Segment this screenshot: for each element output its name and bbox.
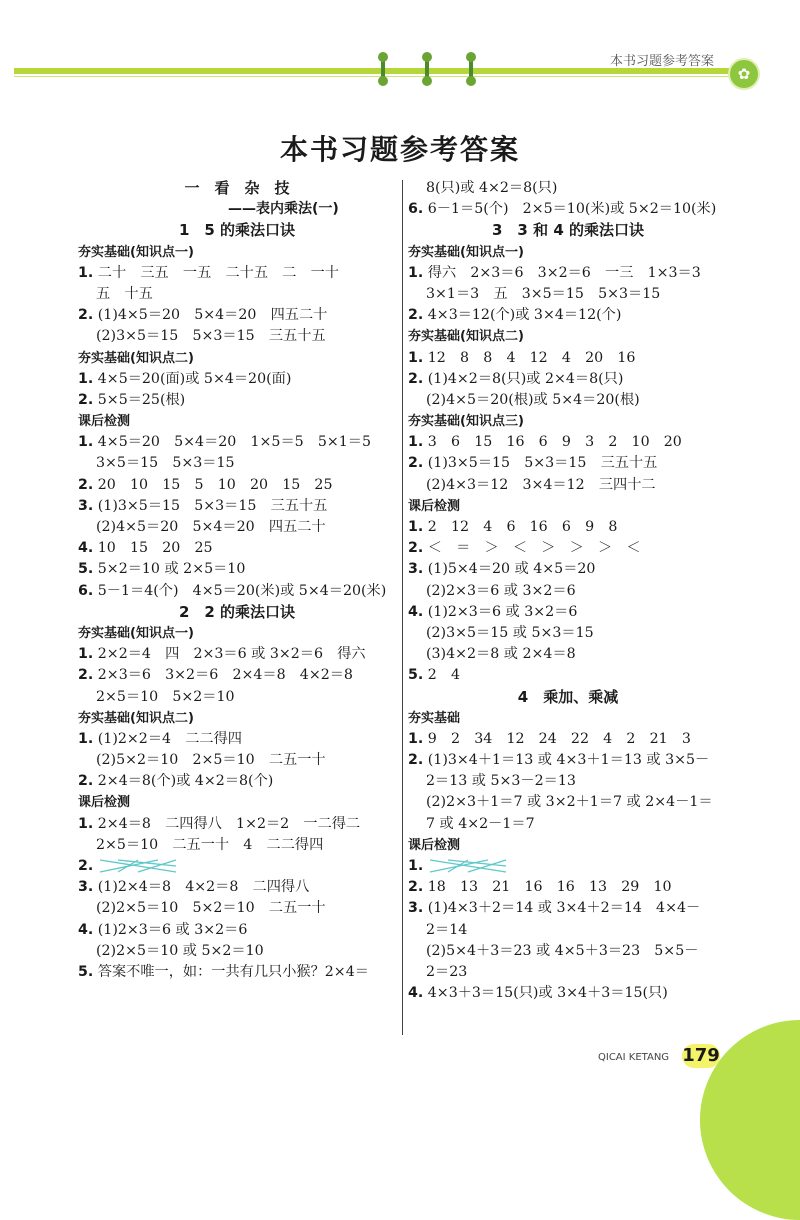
answer-text: 2 12 4 6 16 6 9 8 bbox=[423, 519, 618, 535]
answer-text: (1)5×4＝20 或 4×5＝20 bbox=[423, 561, 596, 578]
exercise-group-label: 课后检测 bbox=[78, 795, 131, 811]
answer-text: 5×5＝25(根) bbox=[93, 391, 186, 408]
answer-item bbox=[408, 750, 728, 771]
page-title: 本书习题参考答案 bbox=[279, 133, 520, 166]
item-number: 5. bbox=[408, 667, 424, 684]
item-number: 1. bbox=[78, 434, 94, 451]
answer-item bbox=[78, 877, 396, 898]
item-number: 2. bbox=[408, 879, 424, 896]
answer-item bbox=[78, 559, 396, 580]
item-number: 2. bbox=[408, 752, 424, 769]
answer-text: (1)3×5＝15 5×3＝15 三五十五 bbox=[93, 497, 328, 514]
answer-continuation: (3)4×2＝8 或 2×4＝8 bbox=[426, 646, 576, 663]
section-heading: 4 乘加、乘减 bbox=[517, 687, 619, 706]
answer-continuation: 2＝14 bbox=[426, 921, 468, 938]
footer-brand: QICAI KETANG bbox=[598, 1052, 670, 1063]
item-number: 3. bbox=[408, 561, 424, 578]
item-number: 1. bbox=[408, 858, 424, 874]
exercise-group-label: 夯实基础(知识点一) bbox=[78, 244, 194, 260]
item-number: 4. bbox=[78, 540, 94, 557]
page-number: 179 bbox=[682, 1045, 720, 1066]
answer-continuation: (2)4×3＝12 3×4＝12 三四十二 bbox=[426, 476, 656, 493]
answer-text: 4×5＝20(面)或 5×4＝20(面) bbox=[93, 370, 292, 387]
answer-continuation: 2＝13 或 5×3－2＝13 bbox=[426, 773, 576, 790]
answer-item bbox=[408, 453, 728, 474]
item-number: 4. bbox=[408, 603, 424, 620]
binder-pin-icon bbox=[381, 54, 385, 84]
left-column bbox=[78, 178, 396, 983]
answer-item bbox=[78, 263, 396, 284]
answer-text: 二十 三五 一五 二十五 二 一十 bbox=[93, 264, 339, 281]
answer-item bbox=[78, 475, 396, 496]
item-number: 2. bbox=[408, 370, 424, 387]
item-number: 1. bbox=[408, 519, 424, 535]
answer-item bbox=[408, 517, 728, 538]
exercise-group-label: 夯实基础(知识点二) bbox=[78, 710, 194, 726]
answer-item bbox=[78, 814, 396, 835]
flower-logo-icon: ✿ bbox=[728, 58, 760, 90]
exercise-group-label: 夯实基础(知识点一) bbox=[408, 244, 524, 260]
running-header: 本书习题参考答案 bbox=[610, 54, 715, 69]
item-number: 1. bbox=[408, 730, 424, 747]
answer-continuation: (2)4×5＝20 5×4＝20 四五二十 bbox=[96, 519, 326, 535]
item-number: 2. bbox=[78, 773, 94, 790]
answer-text: (1)3×4＋1＝13 或 4×3＋1＝13 或 3×5－ bbox=[423, 752, 710, 769]
answer-text: (1)3×5＝15 5×3＝15 三五十五 bbox=[423, 455, 658, 472]
item-number: 1. bbox=[78, 646, 94, 663]
section-heading: 3 3 和 4 的乘法口诀 bbox=[492, 221, 644, 240]
answer-text: 3 6 15 16 6 9 3 2 10 20 bbox=[423, 434, 682, 451]
exercise-group-label: 夯实基础 bbox=[408, 710, 461, 726]
answer-item bbox=[408, 983, 728, 1004]
answer-continuation: 8(只)或 4×2＝8(只) bbox=[426, 180, 558, 196]
answer-item bbox=[408, 348, 728, 369]
item-number: 2. bbox=[408, 455, 424, 472]
exercise-group-label: 夯实基础(知识点二) bbox=[78, 350, 194, 366]
matching-lines-figure bbox=[428, 856, 508, 876]
exercise-group-label: 夯实基础(知识点二) bbox=[408, 329, 524, 345]
answer-item bbox=[408, 538, 728, 559]
answer-item bbox=[408, 305, 728, 326]
answer-item bbox=[78, 771, 396, 792]
item-number: 6. bbox=[78, 582, 94, 599]
section-heading: 1 5 的乘法口诀 bbox=[178, 221, 296, 240]
section-heading: 一 看 杂 技 bbox=[184, 179, 290, 197]
answer-item bbox=[408, 729, 728, 750]
answer-text: (1)2×3＝6 或 3×2＝6 bbox=[93, 921, 248, 938]
answer-text: 2×2＝4 四 2×3＝6 或 3×2＝6 得六 bbox=[93, 646, 366, 663]
answer-continuation: (2)4×5＝20(根)或 5×4＝20(根) bbox=[426, 391, 640, 408]
item-number: 4. bbox=[408, 985, 424, 1002]
answer-text: 答案不唯一，如：一共有几只小猴？2×4＝ bbox=[93, 963, 369, 980]
binder-pin-icon bbox=[425, 54, 429, 84]
answer-text: 2×4＝8(个)或 4×2＝8(个) bbox=[93, 773, 274, 790]
answer-item bbox=[78, 962, 396, 983]
binder-pin-icon bbox=[469, 54, 473, 84]
item-number: 1. bbox=[408, 434, 424, 451]
item-number: 1. bbox=[408, 264, 424, 281]
item-number: 2. bbox=[78, 307, 94, 324]
answer-text: 18 13 21 16 16 13 29 10 bbox=[423, 879, 672, 896]
answer-text: 2×3＝6 3×2＝6 2×4＝8 4×2＝8 bbox=[93, 667, 353, 684]
answer-item bbox=[408, 559, 728, 580]
answer-text: 5×2＝10 或 2×5＝10 bbox=[93, 561, 246, 578]
answer-text: 20 10 15 5 10 20 15 25 bbox=[93, 476, 333, 493]
answer-continuation: 2×5＝10 5×2＝10 bbox=[96, 688, 235, 705]
answer-text: 4×3＝12(个)或 3×4＝12(个) bbox=[423, 307, 622, 324]
answer-item bbox=[408, 602, 728, 623]
answer-continuation: (2)2×3＝6 或 3×2＝6 bbox=[426, 582, 576, 599]
answer-continuation: (2)2×3＋1＝7 或 3×2＋1＝7 或 2×4－1＝ bbox=[426, 794, 713, 811]
answer-continuation: (2)5×2＝10 2×5＝10 二五一十 bbox=[96, 752, 326, 769]
item-number: 1. bbox=[408, 349, 424, 366]
answer-item bbox=[78, 538, 396, 559]
answer-item bbox=[78, 729, 396, 750]
answer-continuation: (2)3×5＝15 或 5×3＝15 bbox=[426, 624, 594, 641]
answer-continuation: (2)5×4＋3＝23 或 4×5＋3＝23 5×5－ bbox=[426, 942, 699, 959]
answer-continuation: 3×5＝15 5×3＝15 bbox=[96, 455, 235, 472]
item-number: 2. bbox=[408, 540, 424, 557]
answer-continuation: 7 或 4×2－1＝7 bbox=[426, 815, 535, 832]
answer-item bbox=[408, 665, 728, 686]
answer-item bbox=[78, 305, 396, 326]
exercise-group-label: 夯实基础(知识点三) bbox=[408, 414, 524, 430]
right-column bbox=[408, 178, 728, 1004]
answer-item bbox=[78, 920, 396, 941]
answer-item bbox=[408, 432, 728, 453]
answer-text: 12 8 8 4 12 4 20 16 bbox=[423, 349, 636, 366]
answer-item bbox=[78, 496, 396, 517]
answer-figure-item bbox=[78, 856, 396, 877]
answer-continuation: 2＝23 bbox=[426, 963, 468, 980]
answer-text: (1)4×5＝20 5×4＝20 四五二十 bbox=[93, 307, 328, 324]
answer-item bbox=[78, 432, 396, 453]
item-number: 1. bbox=[78, 815, 94, 832]
item-number: 3. bbox=[408, 900, 424, 917]
answer-text: 得六 2×3＝6 3×2＝6 一三 1×3＝3 bbox=[423, 264, 701, 281]
answer-continuation: (2)2×5＝10 5×2＝10 二五一十 bbox=[96, 900, 326, 917]
exercise-group-label: 夯实基础(知识点一) bbox=[78, 625, 194, 641]
item-number: 2. bbox=[78, 667, 94, 684]
answer-text: (1)4×3＋2＝14 或 3×4＋2＝14 4×4－ bbox=[423, 900, 701, 917]
exercise-group-label: 课后检测 bbox=[78, 414, 131, 430]
header-rule-thin bbox=[14, 76, 739, 77]
exercise-group-label: 课后检测 bbox=[408, 498, 461, 514]
item-number: 1. bbox=[78, 370, 94, 387]
answer-item bbox=[78, 369, 396, 390]
exercise-group-label: 课后检测 bbox=[408, 837, 461, 853]
item-number: 3. bbox=[78, 879, 94, 896]
answer-item bbox=[78, 581, 396, 602]
item-number: 4. bbox=[78, 921, 94, 938]
answer-text: (1)2×4＝8 4×2＝8 二四得八 bbox=[93, 879, 310, 896]
answer-text: 9 2 34 12 24 22 4 2 21 3 bbox=[423, 730, 691, 747]
matching-lines-figure bbox=[98, 856, 178, 876]
item-number: 2. bbox=[78, 858, 94, 874]
answer-continuation: 五 十五 bbox=[96, 285, 153, 302]
item-number: 2. bbox=[408, 307, 424, 324]
answer-text: 2×4＝8 二四得八 1×2＝2 一二得二 bbox=[93, 815, 361, 832]
item-number: 1. bbox=[78, 730, 94, 747]
answer-text: 4×3＋3＝15(只)或 3×4＋3＝15(只) bbox=[423, 985, 668, 1002]
answer-text: 5－1＝4(个) 4×5＝20(米)或 5×4＝20(米) bbox=[93, 582, 387, 599]
answer-continuation: (2)3×5＝15 5×3＝15 三五十五 bbox=[96, 328, 326, 345]
answer-item bbox=[408, 898, 728, 919]
answer-continuation: 3×1＝3 五 3×5＝15 5×3＝15 bbox=[426, 285, 661, 302]
answer-figure-item bbox=[408, 856, 728, 877]
answer-text: (1)2×3＝6 或 3×2＝6 bbox=[423, 603, 578, 620]
item-number: 5. bbox=[78, 561, 94, 578]
answer-item bbox=[408, 199, 728, 220]
answer-continuation: 2×5＝10 二五一十 4 二二得四 bbox=[96, 836, 324, 853]
answer-text: (1)4×2＝8(只)或 2×4＝8(只) bbox=[423, 370, 624, 387]
answer-text: (1)2×2＝4 二二得四 bbox=[93, 730, 242, 747]
answer-text: 2 4 bbox=[423, 667, 461, 684]
item-number: 3. bbox=[78, 497, 94, 514]
column-divider bbox=[402, 180, 403, 1035]
item-number: 2. bbox=[78, 476, 94, 493]
answer-item bbox=[78, 390, 396, 411]
answer-text: 4×5＝20 5×4＝20 1×5＝5 5×1＝5 bbox=[93, 434, 372, 451]
item-number: 2. bbox=[78, 391, 94, 408]
answer-item bbox=[78, 644, 396, 665]
answer-item bbox=[408, 263, 728, 284]
section-subheading: ——表内乘法(一) bbox=[228, 201, 339, 218]
item-number: 6. bbox=[408, 201, 424, 218]
answer-text: ＜ ＝ ＞ ＜ ＞ ＞ ＞ ＜ bbox=[423, 540, 641, 557]
item-number: 5. bbox=[78, 963, 94, 980]
answer-text: 6－1＝5(个) 2×5＝10(米)或 5×2＝10(米) bbox=[423, 201, 717, 218]
section-heading: 2 2 的乘法口诀 bbox=[178, 602, 296, 621]
answer-item bbox=[78, 665, 396, 686]
answer-item bbox=[408, 877, 728, 898]
item-number: 1. bbox=[78, 264, 94, 281]
answer-item bbox=[408, 369, 728, 390]
answer-continuation: (2)2×5＝10 或 5×2＝10 bbox=[96, 942, 264, 959]
answer-text: 10 15 20 25 bbox=[93, 540, 213, 557]
